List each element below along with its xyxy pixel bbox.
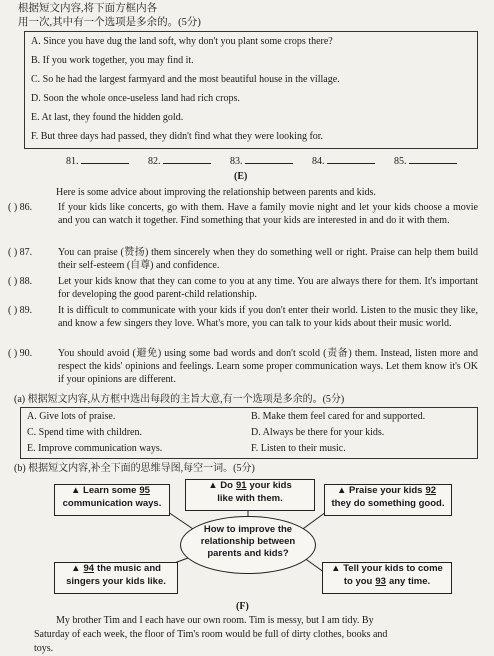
option-e-f: F. Listen to their music. — [251, 443, 346, 454]
mindmap-box-left-bottom: ▲ 94 the music and singers your kids like. — [54, 562, 178, 594]
question-88-number[interactable]: ( ) 88. — [8, 276, 33, 287]
question-89-number[interactable]: ( ) 89. — [8, 305, 33, 316]
option-d-f: F. But three days had passed, they didn't find what they were looking for. — [31, 131, 324, 142]
option-d-c: C. So he had the largest farmyard and the most beautiful house in the village. — [31, 74, 340, 85]
option-e-d: D. Always be there for your kids. — [251, 427, 385, 438]
section-f-line-3: toys. — [34, 643, 54, 654]
answer-blank-85[interactable]: 85. — [394, 154, 457, 168]
mindmap-box-top: ▲ Do 91 your kids like with them. — [185, 479, 315, 511]
part-a-label: (a) 根据短文内容,从方框中选出每段的主旨大意,有一个选项是多余的。(5分) — [14, 394, 345, 405]
answer-blank-81[interactable]: 81. — [66, 154, 129, 168]
mindmap-box-right-bottom: ▲ Tell your kids to come to you 93 any time. — [322, 562, 452, 594]
mindmap-box-right-top: ▲ Praise your kids 92 they do something good. — [324, 484, 452, 516]
answer-blank-82[interactable]: 82. — [148, 154, 211, 168]
question-87-text: You can praise (赞扬) them sincerely when they do something well or right. Praise can help them build their self-esteem (自尊) and confidence. — [58, 247, 478, 271]
option-d-a: A. Since you have dug the land soft, why don't you plant some crops there? — [31, 36, 333, 47]
option-e-c: C. Spend time with children. — [27, 427, 142, 438]
section-e-intro: Here is some advice about improving the relationship between parents and kids. — [56, 187, 376, 198]
question-88-text: Let your kids know that they can come to you at any time. You are always there for them. It's important for developing the good parent-child relationship. — [58, 276, 478, 300]
option-d-b: B. If you work together, you may find it. — [31, 55, 194, 66]
blank-92[interactable]: 92 — [425, 485, 437, 496]
question-90-text: You should avoid (避免) using some bad words and don't scold (责备) them. Instead, listen more and respect the kids' opinions and feelings. Learn some proper communication ways. Let them know it's OK if your opinions are different. — [58, 348, 478, 385]
blank-91[interactable]: 91 — [235, 480, 247, 491]
question-86-text: If your kids like concerts, go with them. Have a family movie night and let your kids choose a movie and you can watch it together. Find something that your kids are interested in and do it with them. — [58, 202, 478, 226]
option-d-d: D. Soon the whole once-useless land had rich crops. — [31, 93, 240, 104]
answer-blank-84[interactable]: 84. — [312, 154, 375, 168]
section-e-title: (E) — [234, 171, 248, 182]
mindmap-center-ellipse: How to improve the relationship between parents and kids? — [180, 516, 316, 574]
blank-95[interactable]: 95 — [139, 485, 150, 496]
section-f-line-1: My brother Tim and I each have our own room. Tim is messy, but I am tidy. By — [56, 615, 374, 626]
option-e-e: E. Improve communication ways. — [27, 443, 163, 454]
blank-94[interactable]: 94 — [83, 563, 95, 574]
question-89-text: It is difficult to communicate with your kids if you don't enter their world. Listen to the music they like, and know a few singers they love. What's more, you can talk to your kids about their music world. — [58, 305, 478, 329]
option-e-b: B. Make them feel cared for and supported. — [251, 411, 426, 422]
part-b-label: (b) 根据短文内容,补全下面的思维导图,每空一词。(5分) — [14, 463, 255, 474]
answer-blank-83[interactable]: 83. — [230, 154, 293, 168]
question-86-number[interactable]: ( ) 86. — [8, 202, 33, 213]
section-f-line-2: Saturday of each week, the floor of Tim's room would be full of dirty clothes, books and — [34, 629, 388, 640]
option-d-e: E. At last, they found the hidden gold. — [31, 112, 184, 123]
blank-93[interactable]: 93 — [375, 575, 386, 587]
section-d-instruction: 根据短文内容,将下面方框内各 — [18, 3, 158, 14]
question-90-number[interactable]: ( ) 90. — [8, 348, 33, 359]
section-d-instruction-2: 用一次,其中有一个选项是多余的。(5分) — [18, 17, 201, 28]
option-e-a: A. Give lots of praise. — [27, 411, 116, 422]
section-f-title: (F) — [236, 601, 249, 612]
mindmap-box-left-top: ▲ Learn some 95 communication ways. — [54, 484, 170, 516]
question-87-number[interactable]: ( ) 87. — [8, 247, 33, 258]
